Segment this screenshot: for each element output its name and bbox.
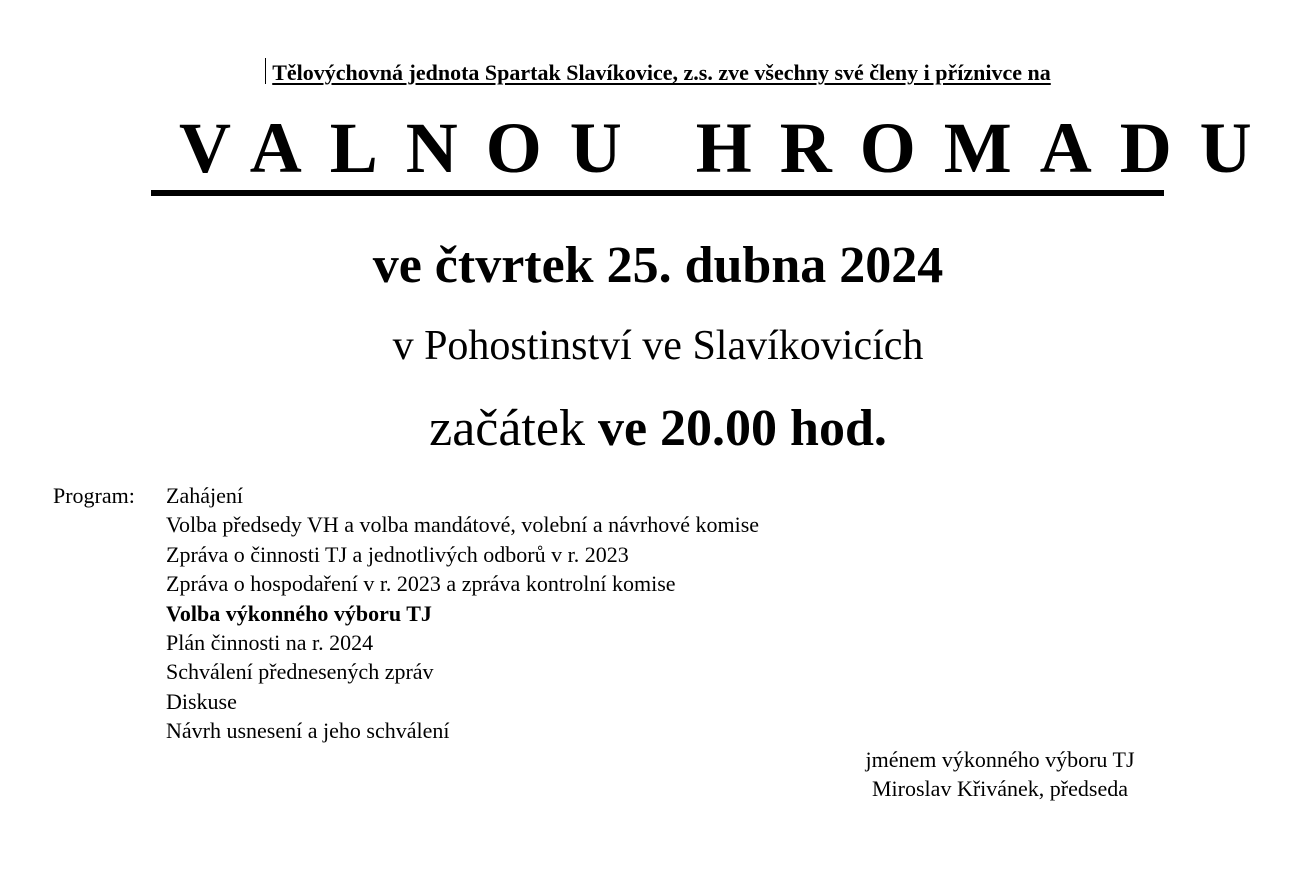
program-item: Návrh usnesení a jeho schválení [166,718,450,744]
event-time-prefix: začátek [429,400,598,457]
invite-text: Tělovýchovná jednota Spartak Slavíkovice, z.s. zve všechny své členy i příznivce na [272,60,1051,85]
signature-block [840,745,1160,804]
program-item: Schválení přednesených zpráv [166,659,434,685]
program-label: Program: [53,483,135,508]
main-title: VALNOU HROMADU [151,108,1164,196]
program-item: Diskuse [166,688,237,714]
program-item: Plán činnosti na r. 2024 [166,630,374,656]
program-item: Zahájení [166,483,243,508]
event-date: ve čtvrtek 25. dubna 2024 [372,237,944,294]
signature-line-name: Miroslav Křivánek, předseda [872,776,1128,802]
program-list [166,481,759,746]
event-time-value: ve 20.00 hod. [597,400,887,457]
event-time [0,397,1316,461]
program-item-highlighted: Volba výkonného výboru TJ [166,600,432,626]
event-place: v Pohostinství ve Slavíkovicích [392,323,924,369]
signature-line-behalf: jménem výkonného výboru TJ [865,747,1135,772]
program-item: Volba předsedy VH a volba mandátové, volební a návrhové komise [166,512,760,538]
text-cursor [265,58,266,84]
invite-line [0,58,1316,86]
program-item: Zpráva o hospodaření v r. 2023 a zpráva kontrolní komise [166,571,676,597]
program-item: Zpráva o činnosti TJ a jednotlivých odborů v r. 2023 [166,541,629,567]
